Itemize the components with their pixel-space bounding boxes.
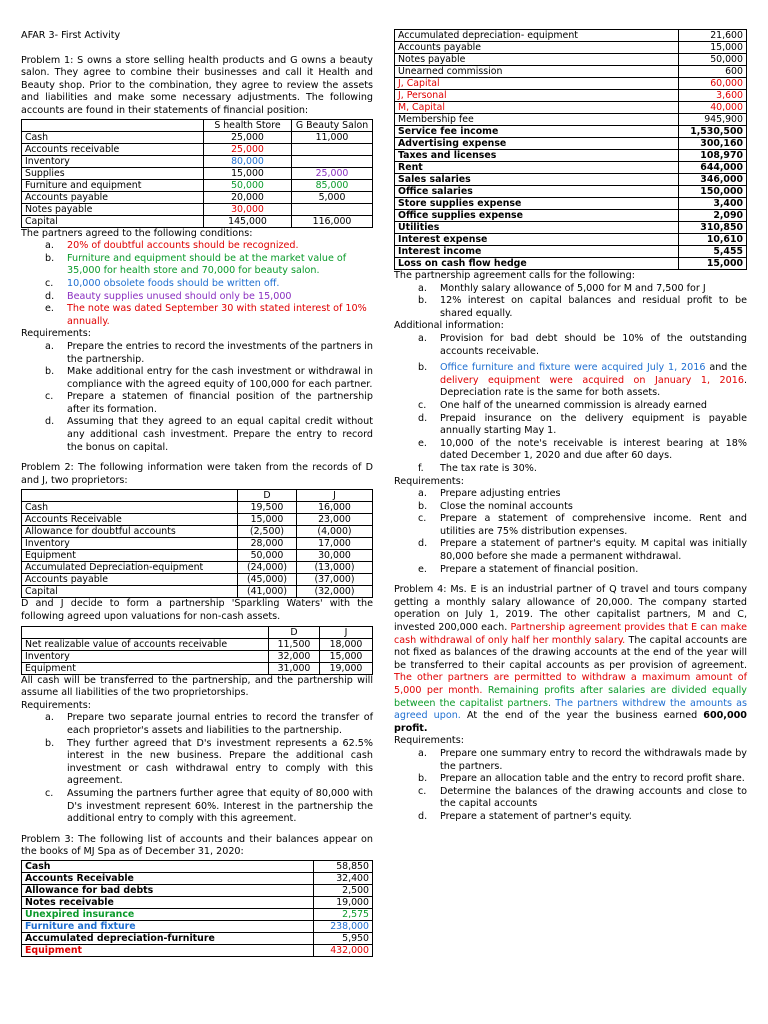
list-marker: a. [45, 340, 54, 352]
requirements-label: Requirements: [21, 328, 91, 340]
list-marker: b. [418, 773, 428, 785]
list-item [21, 712, 373, 737]
list-marker: c. [418, 513, 427, 525]
list-item-text: Close the nominal accounts [440, 500, 573, 512]
value-cell: 40,000 [679, 102, 747, 114]
value-cell: 19,000 [314, 896, 373, 908]
value-cell: 945,900 [679, 114, 747, 126]
row-label-cell: J, Personal [395, 90, 679, 102]
list-item-text: and the [705, 362, 747, 374]
problem-2-mid-text: D and J decide to form a partnership 'Sparkling Waters' with the following agreed upon valuations for non-cash assets. [21, 598, 373, 623]
row-label-cell: Utilities [395, 222, 679, 234]
table-row [22, 586, 373, 598]
list-item [394, 501, 747, 514]
list-item-text: One half of the unearned commission is already earned [440, 399, 707, 411]
list-item [394, 513, 747, 538]
list-marker: a. [418, 282, 427, 294]
value-cell: 15,000 [320, 650, 373, 662]
list-marker: f. [418, 462, 424, 474]
list-marker: b. [418, 295, 428, 307]
table-row [22, 574, 373, 586]
table-row [22, 908, 373, 920]
table-row [395, 114, 747, 126]
row-label-cell: Allowance for bad debts [22, 884, 314, 896]
list-item-text: Prepare two separate journal entries to record the transfer of each proprietor's assets and liabilities to the partnership. [67, 712, 373, 736]
list-marker: d. [45, 290, 55, 302]
value-cell: 5,455 [679, 246, 747, 258]
table-row [22, 884, 373, 896]
list-item-text: Prepare a statemen of financial position of the partnership after its formation. [67, 391, 373, 415]
table-row [22, 944, 373, 956]
value-cell: 21,600 [679, 30, 747, 42]
value-cell: 20,000 [204, 191, 292, 203]
list-item [394, 295, 747, 320]
row-label-cell: Accumulated Depreciation-equipment [22, 562, 238, 574]
requirements-label: Requirements: [394, 735, 464, 747]
value-cell: 150,000 [679, 186, 747, 198]
list-item [394, 400, 747, 413]
value-cell: 238,000 [314, 920, 373, 932]
list-marker: d. [418, 810, 428, 822]
row-label-cell: Interest expense [395, 234, 679, 246]
list-marker: c. [418, 399, 427, 411]
value-cell: 644,000 [679, 162, 747, 174]
problem-2-table [21, 489, 373, 598]
row-label-cell: Cash [22, 131, 204, 143]
problem-4-sentence: The capital accounts are not fixed as balances of the drawing accounts at the end of the year will be transferred to their capital accounts as per provision of agreement. [394, 634, 747, 671]
list-marker: b. [45, 366, 55, 378]
list-marker: b. [45, 737, 55, 749]
list-marker: a. [45, 240, 54, 252]
row-label-cell: J, Capital [395, 78, 679, 90]
value-cell: 17,000 [297, 538, 373, 550]
list-marker: a. [45, 712, 54, 724]
value-cell: 50,000 [238, 550, 297, 562]
row-label-cell: Accumulated depreciation- equipment [395, 30, 679, 42]
value-cell: 15,000 [679, 258, 747, 270]
list-marker: e. [45, 303, 54, 315]
value-cell: 2,090 [679, 210, 747, 222]
table-row [22, 143, 373, 155]
table-row [395, 90, 747, 102]
row-label-cell: Capital [22, 215, 204, 227]
list-item [394, 438, 747, 463]
row-label-cell: Accounts Receivable [22, 514, 238, 526]
row-label-cell: Furniture and equipment [22, 179, 204, 191]
value-cell: 432,000 [314, 944, 373, 956]
value-cell: (37,000) [297, 574, 373, 586]
table-header-cell [22, 490, 238, 502]
value-cell: 3,600 [679, 90, 747, 102]
list-item-text: Assuming the partners further agree that equity of 80,000 with D's investment represent 60%. Interest in the partnership the additional entry to comply with this agreement. [67, 787, 373, 825]
additional-info-list-cont [394, 400, 747, 476]
value-cell: 30,000 [204, 203, 292, 215]
list-item-text: Prepare a statement of partner's equity. M capital was initially 80,000 before she made a permanent withdrawal. [440, 538, 747, 563]
highlight-red-text: The other partners are permitted to withdraw a maximum amount of 5,000 per month. [394, 672, 747, 696]
list-item-text: Prepaid insurance on the delivery equipment is payable annually starting May 1. [440, 412, 747, 437]
problem-4-text [394, 584, 747, 735]
row-label-cell: Accumulated depreciation-furniture [22, 932, 314, 944]
value-cell: 116,000 [292, 215, 373, 227]
row-label-cell: Office supplies expense [395, 210, 679, 222]
row-label-cell: Inventory [22, 650, 269, 662]
value-cell [292, 143, 373, 155]
highlight-blue-text: Office furniture and fixture were acquired July 1, 2016 [440, 362, 706, 374]
value-cell: 108,970 [679, 150, 747, 162]
table-row [22, 932, 373, 944]
row-label-cell: Equipment [22, 944, 314, 956]
table-row [22, 131, 373, 143]
table-row [395, 54, 747, 66]
requirements-list [21, 712, 373, 825]
value-cell: 18,000 [320, 638, 373, 650]
highlight-green-text: Remaining profits after salaries are divided equally between the capitalist partners. [394, 685, 747, 709]
profit-amount: 600,000 profit. [394, 710, 747, 734]
list-item-text: Prepare the entries to record the investments of the partners in the partnership. [67, 340, 373, 365]
row-label-cell: Store supplies expense [395, 198, 679, 210]
table-row [22, 872, 373, 884]
list-marker: c. [45, 391, 54, 403]
list-item [21, 416, 373, 454]
page-title: AFAR 3- First Activity [21, 30, 121, 41]
list-item-text: Assuming that they agreed to an equal capital credit without any additional cash investment. Prepare the entry to record the bonus on capital. [67, 416, 373, 453]
list-item-text: 10,000 obsolete foods should be written off. [67, 277, 280, 289]
additional-info-label: Additional information: [394, 320, 504, 332]
list-marker: d. [45, 416, 55, 428]
value-cell: 2,575 [314, 908, 373, 920]
value-cell: (41,000) [238, 586, 297, 598]
row-label-cell: Allowance for doubtful accounts [22, 526, 238, 538]
problem-2-after-text: All cash will be transferred to the partnership, and the partnership will assume all liabilities of the two proprietorships. [21, 674, 373, 699]
list-item [394, 564, 747, 577]
value-cell: 2,500 [314, 884, 373, 896]
table-row [22, 179, 373, 191]
row-label-cell: Notes payable [22, 203, 204, 215]
right-column [394, 0, 747, 824]
left-column [21, 0, 373, 957]
list-item [394, 773, 747, 786]
value-cell: 19,500 [238, 502, 297, 514]
list-item-text: The tax rate is 30%. [440, 462, 537, 474]
table-row [395, 150, 747, 162]
value-cell: 50,000 [679, 54, 747, 66]
row-label-cell: Equipment [22, 662, 269, 674]
list-marker: b. [45, 252, 55, 264]
highlight-red-text: delivery equipment were acquired on January 1, 2016 [440, 374, 744, 386]
table-header-row [22, 626, 373, 638]
table-row [395, 138, 747, 150]
table-row [22, 638, 373, 650]
highlight-red-text: Partnership agreement provides that E can make cash withdrawal of only half her monthly salary. [394, 622, 747, 646]
table-row [22, 860, 373, 872]
row-label-cell: Cash [22, 860, 314, 872]
requirements-list [394, 748, 747, 824]
value-cell [292, 203, 373, 215]
row-label-cell: Cash [22, 502, 238, 514]
list-item-text: . Depreciation rate is the same for both assets. [440, 374, 747, 399]
row-label-cell: Inventory [22, 538, 238, 550]
list-item [21, 738, 373, 788]
table-row [22, 920, 373, 932]
row-label-cell: Notes receivable [22, 896, 314, 908]
list-item [21, 341, 373, 366]
row-label-cell: M, Capital [395, 102, 679, 114]
problem-4-sentence: At the end of the year the business earned [460, 710, 704, 722]
conditions-intro: The partners agreed to the following conditions: [21, 227, 253, 239]
table-header-cell [22, 626, 269, 638]
table-row [395, 210, 747, 222]
table-row [22, 215, 373, 227]
agreement-intro: The partnership agreement calls for the following: [394, 270, 635, 281]
value-cell: 16,000 [297, 502, 373, 514]
row-label-cell: Rent [395, 162, 679, 174]
table-row [22, 662, 373, 674]
list-item [21, 788, 373, 826]
list-marker: c. [45, 787, 54, 799]
list-item: b. Office furniture and fixture were acquired July 1, 2016 and the delivery equipment were acquired on January 1, 2016. Depreciation rate is the same for both assets. [418, 362, 747, 399]
table-header-row [22, 490, 373, 502]
list-item-text: 12% interest on capital balances and residual profit to be shared equally. [440, 295, 747, 319]
requirements-list [394, 488, 747, 576]
list-item-text: Beauty supplies unused should only be 15,000 [67, 290, 292, 302]
value-cell: (4,000) [297, 526, 373, 538]
list-item-text: Prepare one summary entry to record the withdrawals made by the partners. [440, 747, 747, 772]
table-row [395, 162, 747, 174]
table-header-cell: D [269, 626, 320, 638]
table-row [395, 186, 747, 198]
table-row [395, 126, 747, 138]
list-item [394, 748, 747, 773]
list-item [21, 278, 373, 291]
problem-1-table [21, 119, 373, 228]
value-cell: 23,000 [297, 514, 373, 526]
problem-4-sentence: Problem 4: Ms. E is an industrial partner of Q travel and tours company getting a monthly salary allowance of 20,000. The company started operation on July 1, 2019. The other capitalist partners, M and C, invested 200,000 each. [394, 584, 747, 634]
list-item [21, 253, 373, 278]
row-label-cell: Advertising expense [395, 138, 679, 150]
list-item [394, 538, 747, 563]
value-cell: 32,000 [269, 650, 320, 662]
list-marker: a. [418, 747, 427, 759]
problem-1-intro: Problem 1: S owns a store selling health products and G owns a beauty salon. They agree to combine their businesses and call it Health and Beauty shop. Prior to the combination, they agree to review the assets and liabilities and make some necessary adjustments. The following accounts are found in their statements of financial position: [21, 54, 373, 116]
list-marker: b. [418, 500, 428, 512]
value-cell: 300,160 [679, 138, 747, 150]
value-cell: 5,000 [292, 191, 373, 203]
highlight-blue-text: The partners withdrew the amounts as agreed upon. [394, 697, 747, 722]
list-marker: d. [418, 412, 428, 424]
list-item-text: Determine the balances of the drawing accounts and close to the capital accounts [440, 785, 747, 810]
list-item [21, 291, 373, 304]
requirements-list [21, 341, 373, 454]
row-label-cell: Unearned commission [395, 66, 679, 78]
list-item [21, 240, 373, 253]
table-row [395, 66, 747, 78]
list-item [394, 811, 747, 824]
list-marker: c. [418, 785, 427, 797]
row-label-cell: Furniture and fixture [22, 920, 314, 932]
row-label-cell: Sales salaries [395, 174, 679, 186]
value-cell: 58,850 [314, 860, 373, 872]
problem-3-table [21, 860, 373, 957]
problem-2-intro: Problem 2: The following information were taken from the records of D and J, two proprietors: [21, 462, 373, 486]
table-header-cell: J [320, 626, 373, 638]
table-row [22, 550, 373, 562]
row-label-cell: Accounts payable [22, 191, 204, 203]
table-row [22, 896, 373, 908]
list-item-text: Prepare a statement of partner's equity. [440, 810, 632, 822]
table-header-cell [22, 119, 204, 131]
value-cell: 145,000 [204, 215, 292, 227]
value-cell: (45,000) [238, 574, 297, 586]
value-cell: 25,000 [204, 131, 292, 143]
requirements-label: Requirements: [394, 475, 464, 487]
list-marker: e. [418, 563, 427, 575]
value-cell: 1,530,500 [679, 126, 747, 138]
value-cell: (32,000) [297, 586, 373, 598]
agreement-list [394, 283, 747, 321]
row-label-cell: Service fee income [395, 126, 679, 138]
list-item [21, 303, 373, 328]
table-row [22, 155, 373, 167]
value-cell: (2,500) [238, 526, 297, 538]
list-item [21, 391, 373, 416]
table-row [395, 102, 747, 114]
value-cell: 19,000 [320, 662, 373, 674]
additional-info-list [394, 333, 747, 400]
list-marker: a. [418, 488, 427, 500]
row-label-cell: Accounts payable [395, 42, 679, 54]
table-header-cell: J [297, 490, 373, 502]
table-header-row [22, 119, 373, 131]
row-label-cell: Loss on cash flow hedge [395, 258, 679, 270]
list-item-text: Prepare an allocation table and the entry to record profit share. [440, 773, 745, 785]
table-row [22, 191, 373, 203]
table-row [22, 502, 373, 514]
row-label-cell: Accounts payable [22, 574, 238, 586]
value-cell: 346,000 [679, 174, 747, 186]
row-label-cell: Taxes and licenses [395, 150, 679, 162]
list-item-text: Make additional entry for the cash investment or withdrawal in compliance with the agreed equity of 100,000 for each partner. [67, 366, 373, 390]
value-cell: 25,000 [292, 167, 373, 179]
table-row [395, 30, 747, 42]
table-row [22, 167, 373, 179]
table-row [22, 538, 373, 550]
value-cell: 10,610 [679, 234, 747, 246]
list-item-text: Prepare a statement of financial position. [440, 563, 639, 575]
value-cell: 11,500 [269, 638, 320, 650]
table-row [395, 222, 747, 234]
row-label-cell: Interest income [395, 246, 679, 258]
list-item: a. Provision for bad debt should be 10% of the outstanding accounts receivable. [418, 332, 747, 357]
list-item [394, 463, 747, 476]
row-label-cell: Equipment [22, 550, 238, 562]
table-row [395, 174, 747, 186]
row-label-cell: Notes payable [395, 54, 679, 66]
value-cell: (24,000) [238, 562, 297, 574]
value-cell: 600 [679, 66, 747, 78]
value-cell: 50,000 [204, 179, 292, 191]
row-label-cell: Capital [22, 586, 238, 598]
list-item-text: Prepare a statement of comprehensive income. Rent and utilities are 75% distribution expenses. [440, 513, 747, 537]
table-row [22, 514, 373, 526]
value-cell: 15,000 [238, 514, 297, 526]
row-label-cell: Accounts receivable [22, 143, 204, 155]
problem-3-intro: Problem 3: The following list of accounts and their balances appear on the books of MJ Spa as of December 31, 2020: [21, 833, 373, 858]
value-cell: 85,000 [292, 179, 373, 191]
value-cell: 15,000 [679, 42, 747, 54]
list-item-text: Provision for bad debt should be 10% of the outstanding accounts receivable. [440, 332, 747, 357]
list-item [394, 488, 747, 501]
value-cell: 3,400 [679, 198, 747, 210]
table-row [22, 650, 373, 662]
value-cell: 30,000 [297, 550, 373, 562]
table-header-cell: D [238, 490, 297, 502]
list-item [21, 366, 373, 391]
list-item-text: The note was dated September 30 with stated interest of 10% annually. [67, 303, 367, 327]
value-cell: 80,000 [204, 155, 292, 167]
table-row [395, 246, 747, 258]
conditions-list [21, 240, 373, 328]
problem-2-valuation-table [21, 626, 373, 675]
row-label-cell: Inventory [22, 155, 204, 167]
list-item-text: Monthly salary allowance of 5,000 for M and 7,500 for J [440, 282, 706, 294]
value-cell: 310,850 [679, 222, 747, 234]
value-cell: 31,000 [269, 662, 320, 674]
list-marker: c. [45, 277, 54, 289]
table-row [395, 42, 747, 54]
value-cell: 60,000 [679, 78, 747, 90]
value-cell: 15,000 [204, 167, 292, 179]
row-label-cell: Supplies [22, 167, 204, 179]
list-item-text: 10,000 of the note's receivable is interest bearing at 18% dated December 1, 2020 and due after 60 days. [440, 437, 747, 462]
row-label-cell: Unexpired insurance [22, 908, 314, 920]
row-label-cell: Net realizable value of accounts receivable [22, 638, 269, 650]
list-item-text: Prepare adjusting entries [440, 488, 561, 500]
table-row [395, 234, 747, 246]
value-cell: 25,000 [204, 143, 292, 155]
value-cell [292, 155, 373, 167]
list-item [394, 283, 747, 296]
problem-3-table-continued [394, 29, 747, 270]
row-label-cell: Accounts Receivable [22, 872, 314, 884]
table-row [395, 198, 747, 210]
list-marker: e. [418, 437, 427, 449]
list-item-text: They further agreed that D's investment represents a 62.5% interest in the new business. Prepare the additional cash investment or cash withdrawal entry to comply with this agreement. [67, 737, 373, 787]
list-item [394, 786, 747, 811]
table-row [22, 526, 373, 538]
value-cell: 11,000 [292, 131, 373, 143]
list-item-text: 20% of doubtful accounts should be recognized. [67, 240, 299, 252]
table-row [22, 562, 373, 574]
list-item [394, 413, 747, 438]
value-cell: (13,000) [297, 562, 373, 574]
value-cell: 5,950 [314, 932, 373, 944]
requirements-label: Requirements: [21, 699, 91, 711]
table-header-cell: S health Store [204, 119, 292, 131]
row-label-cell: Membership fee [395, 114, 679, 126]
list-marker: d. [418, 538, 428, 550]
list-item-text: Furniture and equipment should be at the market value of 35,000 for health store and 70,000 for beauty salon. [67, 252, 347, 277]
table-row [22, 203, 373, 215]
value-cell: 28,000 [238, 538, 297, 550]
row-label-cell: Office salaries [395, 186, 679, 198]
value-cell: 32,400 [314, 872, 373, 884]
table-row [395, 258, 747, 270]
table-header-cell: G Beauty Salon [292, 119, 373, 131]
table-row [395, 78, 747, 90]
